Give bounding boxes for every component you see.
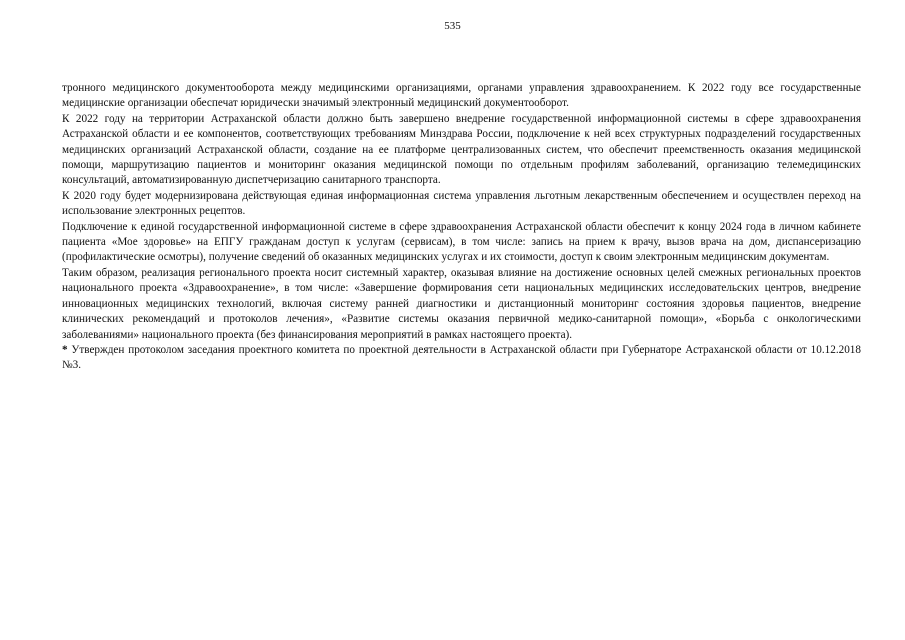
- paragraph: Подключение к единой государственной информационной системе в сфере здравоохранения Астраханской области обеспечит к концу 2024 года в личном кабинете пациента «Мое здоровье» на ЕПГУ гражданам доступ к услугам (сервисам), в том числе: запись на прием к врачу, вызов врача на дом, диспансеризацию (профилактические осмотры), получение сведений об оказанных медицинских услугах и их стоимости, доступ к своим электронным медицинским документам.: [62, 220, 861, 264]
- document-body: [62, 81, 861, 374]
- footnote-text: Утвержден протоколом заседания проектного комитета по проектной деятельности в Астраханской области при Губернаторе Астраханской области от 10.12.2018 №3.: [62, 343, 861, 372]
- paragraph: К 2020 году будет модернизирована действующая единая информационная система управления льготным лекарственным обеспечением и осуществлен переход на использование электронных рецептов.: [62, 189, 861, 218]
- paragraph: Таким образом, реализация регионального проекта носит системный характер, оказывая влияние на достижение основных целей смежных региональных проектов национального проекта «Здравоохранение», в том числе: «Завершение формирования сети национальных медицинских исследовательских центров, внедрение инновационных медицинских технологий, включая систему ранней диагностики и дистанционный мониторинг состояния здоровья пациентов, внедрение клинических рекомендаций и протоколов лечения», «Развитие системы оказания первичной медико-санитарной помощи», «Борьба с онкологическими заболеваниями» национального проекта (без финансирования мероприятий в рамках настоящего проекта).: [62, 266, 861, 341]
- footnote-mark: *: [62, 343, 68, 356]
- paragraph: К 2022 году на территории Астраханской области должно быть завершено внедрение государственной информационной системы в сфере здравоохранения Астраханской области и ее компонентов, соответствующих требованиям Минздрава России, подключение к ней всех структурных подразделений государственных медицинских организаций Астраханской области, создание на ее платформе централизованных систем, что обеспечит преемственность оказания медицинской помощи, маршрутизацию пациентов и мониторинг оказания медицинской помощи по отдельным профилям заболеваний, организацию телемедицинских консультаций, автоматизированную диспетчеризацию санитарного транспорта.: [62, 112, 861, 187]
- paragraph: тронного медицинского документооборота между медицинскими организациями, органами управления здравоохранением. К 2022 году все государственные медицинские организации обеспечат юридически значимый электронный медицинский документооборот.: [62, 82, 861, 110]
- page-number: 535: [444, 20, 461, 32]
- footnote: [62, 343, 861, 374]
